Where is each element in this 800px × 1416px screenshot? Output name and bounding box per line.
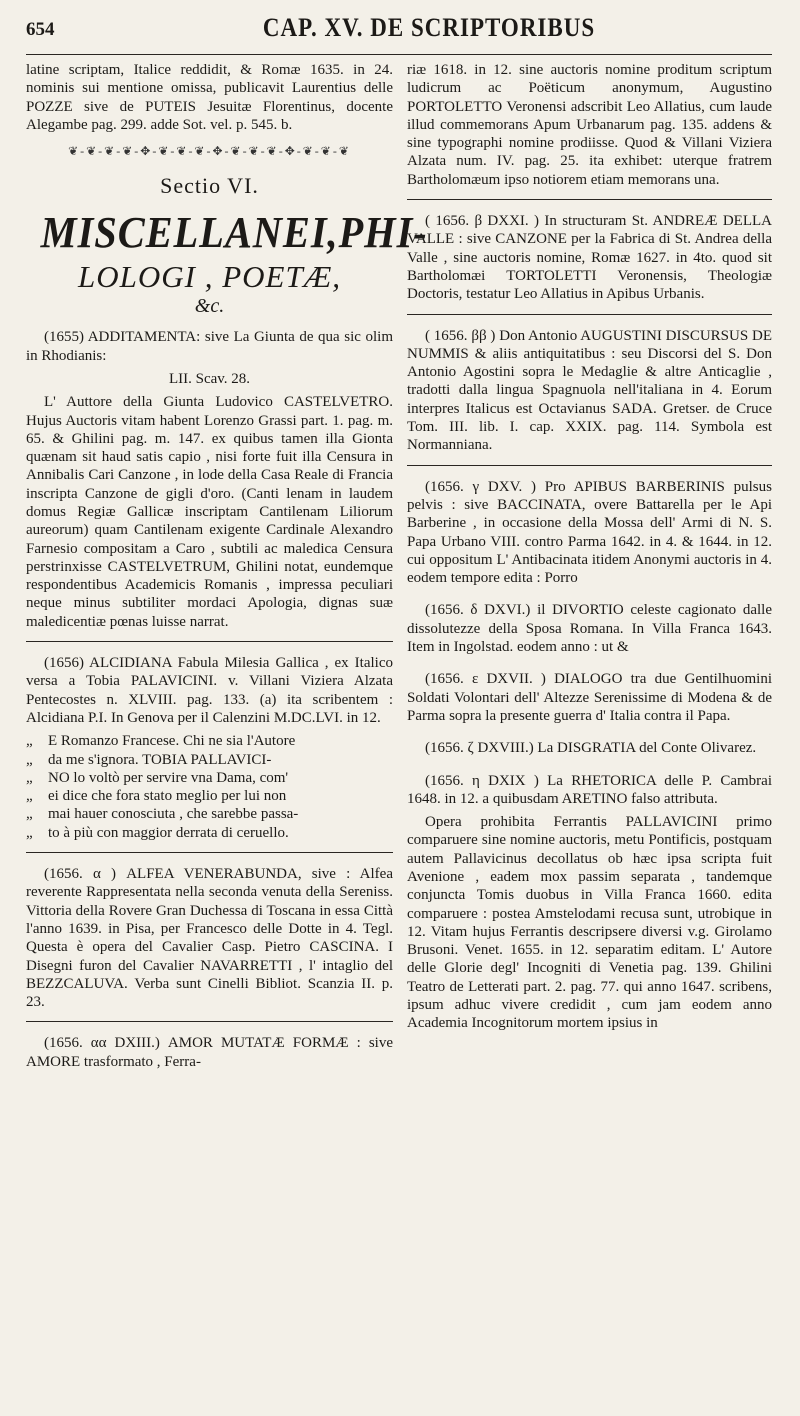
section-heading-line1: MISCELLANEI,PHI-: [40, 207, 428, 257]
section-heading-etc: &c.: [194, 294, 225, 317]
entry-1656-gamma: (1656. γ DXV. ) Pro APIBUS BARBERINIS pulsus pelvis : sive BACCINATA, overe Battarella per le Api Barberine , in occasione della Mossa dell' Armi di N. S. Papa Urbano VIII. contro Parma 1642. in 4. & 1644. in 12. cui oppositum L' Antibacinata itidem Anonymi auctoris in 4. eodem tempore edita : Porro: [407, 478, 772, 587]
section-label: Sectio VI.: [160, 172, 259, 198]
entry-1656-eta: (1656. η DXIX ) La RHETORICA delle P. Cambrai 1648. in 12. a quibusdam ARETINO falso attributa.: [407, 772, 772, 807]
right-column: [407, 61, 772, 1076]
entry-divider: [407, 199, 772, 200]
running-title: CAP. XV. DE SCRIPTORIBUS: [262, 13, 596, 42]
entry-1656-alcidiana: (1656) ALCIDIANA Fabula Milesia Gallica , ex Italico versa a Tobia PALAVICINI. v. Villani Viziera Alzata Pentecostes n. XLVIII. pag. 133. (a) ita scribentem : Alcidiana P.I. In Genova per il Calenzini M.DC.LVI. in 12.: [26, 655, 393, 726]
intro-paragraph: latine scriptam, Italice reddidit, & Romæ 1635. in 24. nominis sui mentione omissa, publicavit Laurentius delle POZZE sive de PUTEIS Jesuitæ Florentinus, docente Alegambe pag. 299. adde Sot. vel. p. 545. b.: [26, 62, 393, 133]
entry-divider: [26, 641, 393, 642]
entry-divider: [407, 465, 772, 466]
entry-1655-title: (1655) ADDITAMENTA: sive La Giunta de qua sic olim in Rhodianis:: [26, 329, 393, 364]
running-header: [26, 14, 772, 55]
entry-1656-alfea: (1656. α ) ALFEA VENERABUNDA, sive : Alfea reverente Rappresentata nella seconda venuta della Sereniss. Vittoria della Rovere Gran Duchessa di Toscana in essa Città l'anno 1639. in Pisa, per Francesco delle Dotte in 4. Tegl. Questa è opera del Cavalier Casp. Pietro CASCINA. I Disegni furon del Cavalier NAVARRETTI , l' intaglio del BEZZCALUVA. Verba sunt Cinelli Bibliot. Scanzia II. p. 23.: [26, 866, 393, 1011]
entry-1655-reference: LII. Scav. 28.: [168, 370, 251, 387]
section-heading-line2: LOLOGI , POETÆ,: [77, 258, 342, 294]
entry-divider: [407, 314, 772, 315]
ornament-divider: ❦-❦-❦-❦-✥-❦-❦-❦-✥-❦-❦-❦-✥-❦-❦-❦: [68, 144, 351, 159]
note-paragraph: Opera prohibita Ferrantis PALLAVICINI primo comparuere sine nomine auctoris, metu Pontificis, postquam autem Pallavicinus decollatus ob hæc ipsa scripta fuit Avenione , eadem mox passim separata , tandemque conjuncta Tomis duobus in Villa Franca 1660. edita comparuere : postea Amstelodami recusa sunt, utrobique in 12. Vitam hujus Ferrantis descripsere diversi v.g. Girolamo Brusoni. Venet. 1655. in 12. separatim editam. L' Autore delle Glorie degl' Incogniti di Venetia pag. 139. Ghilini Teatro de Letterati part. 2. pag. 77. qui anno 1647. scribens, ipsum adhuc vivere credidit , cum jam eodem anno Academia Incognitorum mortem ipsius in: [407, 814, 772, 1032]
entry-1656-zeta: (1656. ζ DXVIII.) La DISGRATIA del Conte Olivarez.: [425, 740, 757, 757]
entry-1656-beta: ( 1656. β DXXI. ) In structuram St. ANDREÆ DELLA VALLE : sive CANZONE per la Fabrica di St. Andrea della Valle , sine auctoris nomine, Romæ 1627. in 4to. quod sit Bartholomæi TORTOLETTI Veronensis, Theologiæ Doctoris, testatur Leo Allatius in Apibus Urbanis.: [407, 213, 772, 303]
entry-continuation: riæ 1618. in 12. sine auctoris nomine proditum scriptum ludicrum ac Poëticum anonymum, Augustino PORTOLETTO Veronensi adscribit Leo Allatius, cum laude illud commemorans Apum Urbanarum pag. 135. addens & sine typographi nomine prodiisse. Quod & Villani Viziera Alzata num. IV. pag. 25. ita exhibet: uterque fratrem Bartholomæum ipso notiorem etiam memorans una.: [407, 62, 772, 188]
quotation-block: „ E Romanzo Francese. Chi ne sia l'Autore „ da me s'ignora. TOBIA PALLAVICI- „ NO lo voltò per servire vna Dama, com' „ ei dice che fora stato meglio per lui non „ mai hauer conosciuta , che sarebbe passa- „ to à più con maggior derrata di ceruello.: [26, 733, 299, 841]
page-number: 654: [26, 19, 55, 40]
entry-1656-amor: (1656. αα DXIII.) AMOR MUTATÆ FORMÆ : sive AMORE trasformato , Ferra-: [26, 1035, 393, 1070]
entry-divider: [26, 1021, 393, 1022]
entry-1656-delta: (1656. δ DXVI.) il DIVORTIO celeste cagionato dalle dissolutezze della Sposa Romana. In Villa Franca 1643. Item in Ingolstad. eodem anno : ut &: [407, 602, 772, 656]
entry-divider: [26, 852, 393, 853]
entry-1656-epsilon: (1656. ε DXVII. ) DIALOGO tra due Gentilhuomini Soldati Volontari dell' Altezze Serenissime di Modena & de Parma sopra la presente guerra d' Italia contra il Papa.: [407, 671, 772, 724]
entry-1655-body: L' Auttore della Giunta Ludovico CASTELVETRO. Hujus Auctoris vitam habent Lorenzo Grassi part. 1. pag. m. 65. & Ghilini pag. m. 147. ex quibus tamen illa Gionta quænam sit haud satis capio , nisi forte fuit illa Censura in Annibalis Cari Canzone , in lode della Casa Reale di Francia inscripta Canzone de gigli d'oro. (Canti lenam in laudem domus Regiæ Gallicæ inscriptam Cantilenam Liliorum aureorum) quam Cantilenam exigente Cardinale Alexandro Farnesio compositam a Caro , subtili ac maledica Censura perstrinxisse CASTELVETRUM, Ghilini notat, eundemque respondentibus Academicis Romanis , impressa peculiari neque minus subtiliter mordaci Apologia, dignas suæ maledicentiæ pœnas luisse narrat.: [26, 394, 393, 630]
two-column-body: [26, 61, 772, 1076]
left-column: [26, 61, 428, 1076]
entry-1656-beta-beta: ( 1656. ββ ) Don Antonio AUGUSTINI DISCURSUS DE NUMMIS & aliis antiquitatibus : seu Discorsi del S. Don Antonio Agostini sopra le Medaglie & altre Anticaglie , tradotti dalla lingua Spagnuola nell'italiana in 4. Eorum interpres Italicus est Octavianus SADA. Gretser. de Cruce Tom. III. lib. I. cap. XXIX. pag. 114. Symbola est Normanniana.: [407, 327, 772, 454]
